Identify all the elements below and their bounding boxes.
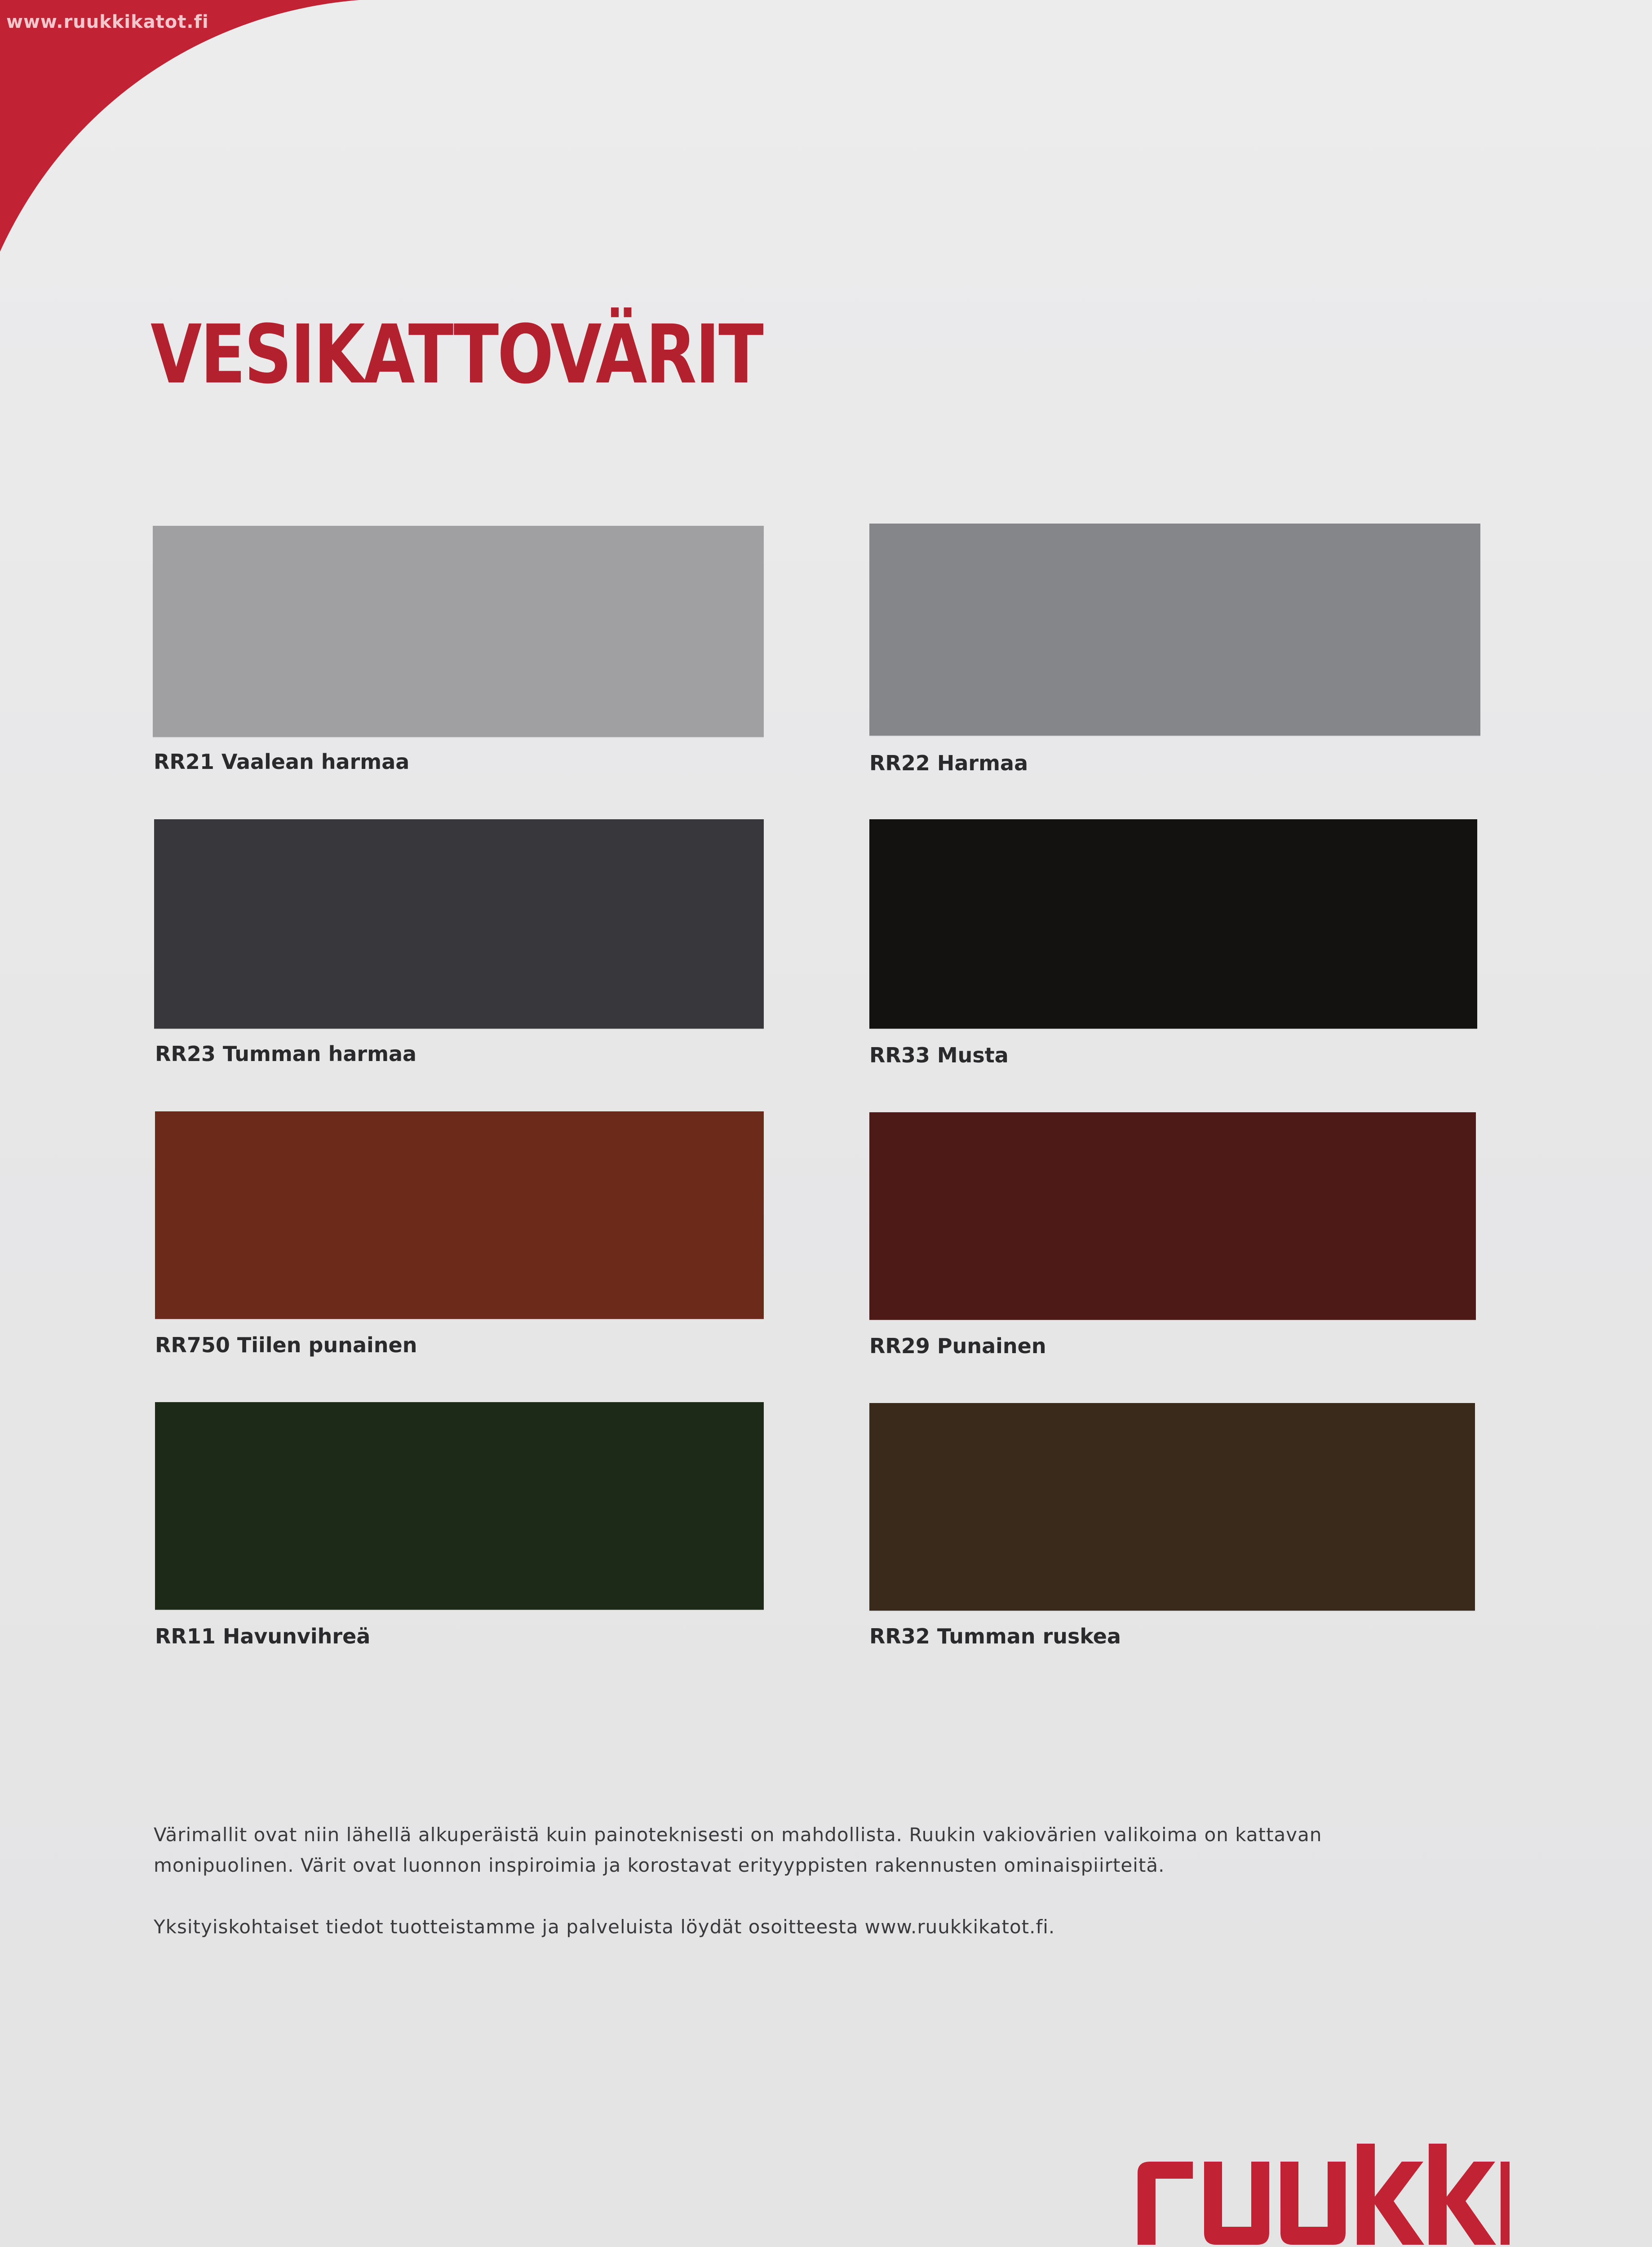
notes-line-1: Värimallit ovat niin lähellä alkuperäistä kuin painoteknisesti on mahdollista. Ruukin vakiovärien valikoima on kattavan xyxy=(154,1824,1322,1846)
swatch-label-rr23: RR23 Tumman harmaa xyxy=(155,1042,417,1066)
swatch-label-rr21: RR21 Vaalean harmaa xyxy=(154,750,410,774)
swatch-label-rr29: RR29 Punainen xyxy=(869,1334,1046,1358)
swatch-rr32 xyxy=(869,1403,1475,1611)
swatch-label-rr32: RR32 Tumman ruskea xyxy=(869,1624,1121,1648)
swatch-rr33 xyxy=(869,819,1477,1029)
swatch-rr22 xyxy=(869,524,1480,736)
website-url[interactable]: www.ruukkikatot.fi xyxy=(6,12,209,32)
notes-line-2: monipuolinen. Värit ovat luonnon inspiroimia ja korostavat erityyppisten rakennusten ominaispiirteitä. xyxy=(154,1854,1165,1876)
swatch-rr21 xyxy=(153,526,764,737)
notes-line-3: Yksityiskohtaiset tiedot tuotteistamme ja palveluista löydät osoitteesta www.ruukkikatot.fi. xyxy=(154,1916,1055,1938)
swatch-label-rr22: RR22 Harmaa xyxy=(869,751,1028,775)
ruukki-logo xyxy=(1132,2144,1510,2247)
swatch-label-rr750: RR750 Tiilen punainen xyxy=(155,1333,417,1357)
swatch-label-rr11: RR11 Havunvihreä xyxy=(155,1624,371,1648)
swatch-rr23 xyxy=(154,819,764,1029)
swatch-label-rr33: RR33 Musta xyxy=(869,1043,1009,1067)
corner-swoosh xyxy=(0,0,359,270)
page-title: VESIKATTOVÄRIT xyxy=(151,308,762,402)
swatch-rr29 xyxy=(869,1112,1476,1320)
swatch-rr750 xyxy=(155,1111,764,1319)
swatch-rr11 xyxy=(155,1402,764,1610)
